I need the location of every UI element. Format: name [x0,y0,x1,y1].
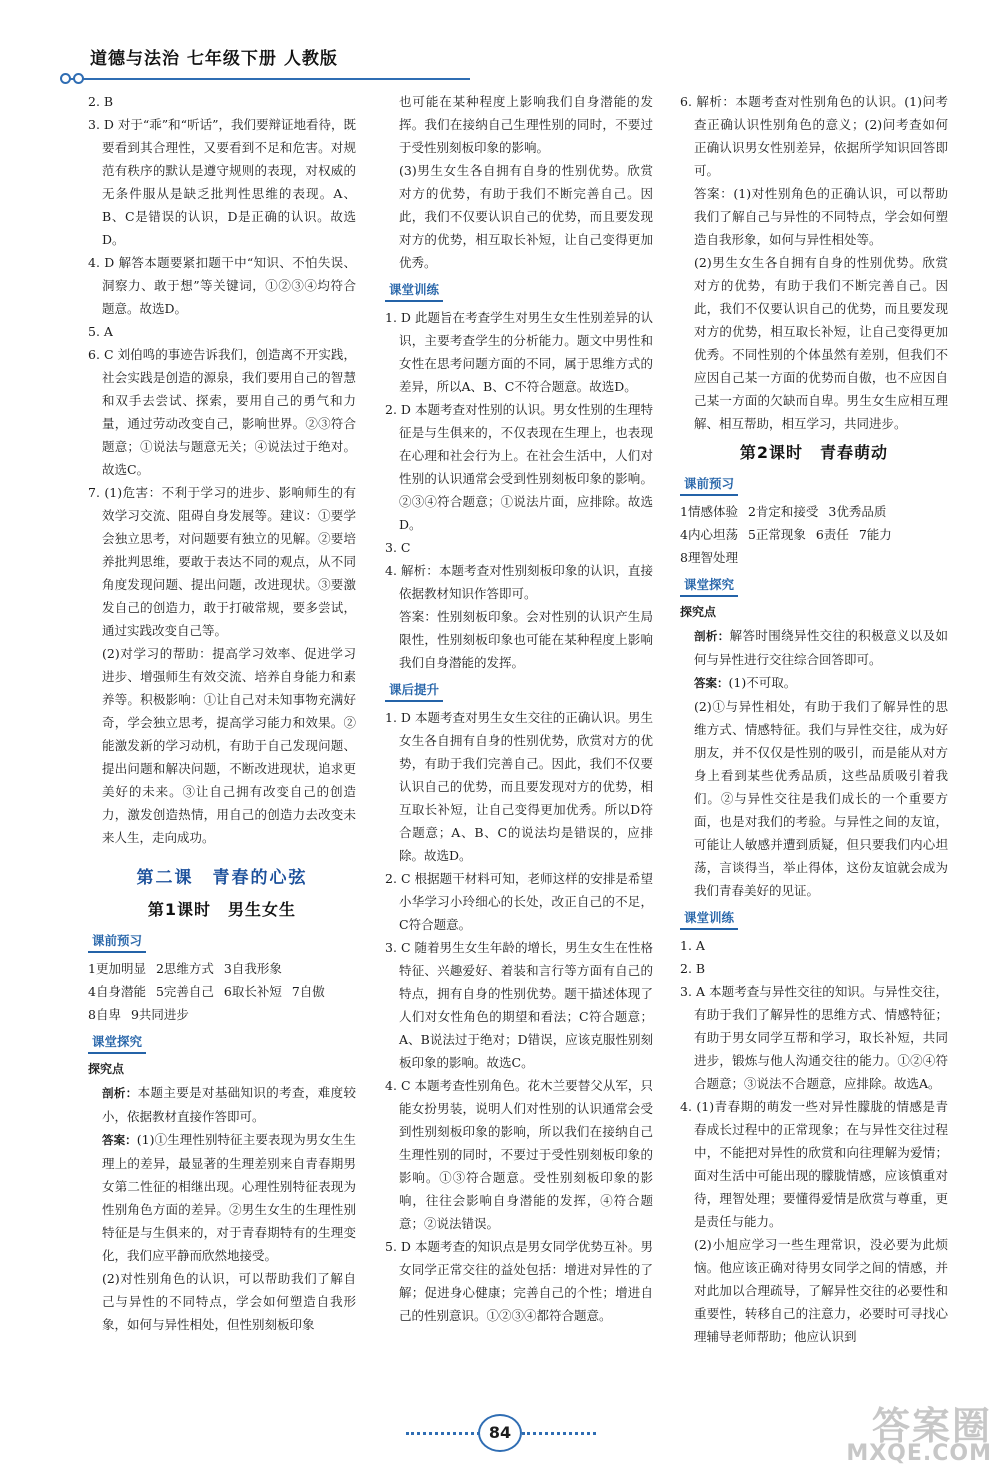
preview-item: 3优秀品质 [828,504,887,519]
answer-item: 4. D 解答本题要紧扣题干中“知识、不怕失误、洞察力、敢于想”等关键词，①②③④均符合题意。故选D。 [88,255,356,316]
answer-paragraph: (2)①与异性相处，有助于我们了解异性的思维方式、情感特征。我们与异性交往，成为好朋友，并不仅仅是性别的吸引，而是能从对方身上看到某些优秀品质，这些品质吸引着我们。②与异性交往是我们成长的一个重要方面，也是对我们的考验。与异性之间的友谊，可能让人敏感并遭到质疑，但只要我们内心坦荡，言谈得当，举止得体，这份友谊就会成为我们青春美好的见证。 [694,699,948,898]
answer-item: 2. B [88,94,114,109]
answer-paragraph: (2)对性别角色的认识，可以帮助我们了解自己与异性的不同特点，学会如何塑造自我形象，如何与异性相处，但性别刻板印象 [102,1271,356,1332]
analysis-paragraph: 剖析：本题主要是对基础知识的考查，难度较小，依据教材直接作答即可。 [102,1085,356,1124]
preview-item: 2肯定和接受 [747,504,819,519]
preview-item: 6责任 [815,527,849,542]
preview-item: 7能力 [858,527,892,542]
preview-item: 8理智处理 [680,550,738,565]
section-label: 课前预习 [88,931,146,953]
preview-item: 7自傲 [291,984,325,999]
section-label: 课堂训练 [680,908,738,930]
answer-item: (2)男生女生各自拥有自身的性别优势。欣赏对方的优势，有助于我们不断完善自己。因此，我们不仅要认识自己的优势，而且要发现对方的优势，相互取长补短，让自己变得更加优秀。不同性别的个体虽然有差别，但我们不应因自己某一方面的优势而自傲，也不应因自己某一方面的欠缺而自卑。男生女生应相互理解、相互帮助，相互学习，共同进步。 [694,255,948,431]
answer-item: 2. C 根据题干材料可知，老师这样的安排是希望小华学习小玲细心的长处，改正自己的不足，C符合题意。 [385,871,653,932]
header-dot-icon [60,73,71,84]
column-middle [385,90,653,1327]
answer-item: 3. C [385,540,411,555]
answer-item: 3. A 本题考查与异性交往的知识。与异性交往，有助于我们了解异性的思维方式、情感特征；有助于男女同学互帮和学习，取长补短，共同进步，锻炼与他人沟通交往的能力。①②④符合题意；③说法不合题意，应排除。故选A。 [680,984,948,1091]
lesson-title: 第2课时 青春萌动 [739,443,889,462]
answer-item: 4. C 本题考查性别角色。花木兰要替父从军，只能女扮男装，说明人们对性别的认识通常会受到性别刻板印象的影响，所以我们在接纳自己生理性别的同时，不要过于受性别刻板印象的影响。①③符合题意。受性别刻板印象的影响，往往会影响自身潜能的发挥，④符合题意；②说法错误。 [385,1078,653,1231]
answer-item: 2. B [680,961,706,976]
answer-item: 7. (1)危害：不利于学习的进步、影响师生的有效学习交流、阻碍自身发展等。建议：①要学会独立思考，对问题要有独立的见解。②要培养批判思维，要敢于表达不同的观点，从不同角度发现问题、提出问题，改进现状。③要激发自己的创造力，敢于打破常规，要多尝试，通过实践改变自己等。 [88,485,356,638]
answer-item: 3. D 对于“乖”和“听话”，我们要辩证地看待，既要看到其合理性，又要看到不足和危害。对规范有秩序的默认是遵守规则的表现，对权威的无条件服从是缺乏批判性思维的表现。A、B、C是错误的认识，D是正确的认识。故选D。 [88,117,356,247]
analysis-paragraph: 剖析：解答时围绕异性交往的积极意义以及如何与异性进行交往综合回答即可。 [694,628,948,667]
page-number: 84 [478,1414,522,1452]
answer-item: 5. A [88,324,113,339]
preview-item: 2思维方式 [155,961,214,976]
header-rule [70,78,470,80]
answer-item: 2. D 本题考查对性别的认识。男女性别的生理特征是与生俱来的，不仅表现在生理上，也表现在心理和社会行为上。在社会生活中，人们对性别的认识通常会受到性别刻板印象的影响。②③④符合题意；①说法片面，应排除。故选D。 [385,402,653,532]
section-label: 课后提升 [385,680,443,702]
column-left [88,90,356,1336]
page-number-badge [406,1414,596,1454]
preview-item: 5正常现象 [747,527,806,542]
answer-item: 4. 解析：本题考查对性别刻板印象的认识，直接依据教材知识作答即可。 [385,563,653,601]
section-label: 课前预习 [680,474,738,496]
preview-item: 9共同进步 [130,1007,189,1022]
answer-item: 3. C 随着男生女生年龄的增长，男生女生在性格特征、兴趣爱好、着装和言行等方面有自己的特点，拥有自身的性别优势。题干描述体现了人们对女性角色的期望和看法；C符合题意；A、B说法过于绝对；D错误，应该克服性别刻板印象的影响。故选C。 [385,940,653,1070]
answer-paragraph: 答案：(1)①生理性别特征主要表现为男女生生理上的差异，最显著的生理差别来自青春期男女第二性征的相继出现。心理性别特征表现为性别角色方面的差异。②男生女生的生理性别特征是与生俱来的，对于青春期特有的生理变化，我们应平静而欣然地接受。 [102,1132,356,1263]
answer-item: 答案：(1)对性别角色的正确认识，可以帮助我们了解自己与异性的不同特点，学会如何塑造自我形象，如何与异性相处等。 [694,186,948,247]
paragraph: (3)男生女生各自拥有自身的性别优势。欣赏对方的优势，有助于我们不断完善自己。因此，我们不仅要认识自己的优势，而且要发现对方的优势，相互取长补短，让自己变得更加优秀。 [399,163,653,270]
lesson-title: 第1课时 男生女生 [147,900,297,919]
answer-item: 1. D 本题考查对男生女生交往的正确认识。男生女生各自拥有自身的性别优势，欣赏对方的优势，有助于我们完善自己。因此，我们不仅要认识自己的优势，而且要发现对方的优势，相互取长补短，让自己变得更加优秀。所以D符合题意；A、B、C的说法均是错误的，应排除。故选D。 [385,710,653,863]
preview-list [88,957,356,1026]
section-label: 课堂探究 [88,1032,146,1054]
preview-item: 8自卑 [88,1007,121,1022]
answer-item: (2)小旭应学习一些生理常识，没必要为此烦恼。他应该正确对待男女同学之间的情感，并对此加以合理疏导，了解异性交往的必要性和重要性，转移自己的注意力，必要时可寻找心理辅导老师帮助；他应认识到 [694,1237,948,1344]
preview-item: 4自身潜能 [88,984,146,999]
preview-item: 4内心坦荡 [680,527,738,542]
preview-item: 5完善自己 [155,984,214,999]
column-right [680,90,948,1348]
answer-item: 6. 解析：本题考查对性别角色的认识。(1)问考查正确认识性别角色的意义；(2)问考查如何正确认识男女性别差异，依据所学知识回答即可。 [680,94,948,178]
book-title: 道德与法治 七年级下册 人教版 [90,49,338,69]
section-label: 课堂探究 [680,575,738,597]
explore-point: 探究点 [88,1062,125,1076]
answer-item: 答案：性别刻板印象。会对性别的认识产生局限性，性别刻板印象也可能在某种程度上影响我们自身潜能的发挥。 [399,609,653,670]
answer-item: 5. D 本题考查的知识点是男女同学优势互补。男女同学正常交往的益处包括：增进对异性的了解；促进身心健康；完善自己的个性；增进自己的性别意识。①②③④都符合题意。 [385,1239,653,1323]
preview-item: 3自我形象 [223,961,282,976]
preview-item: 1更加明显 [88,961,146,976]
explore-point: 探究点 [680,605,717,619]
page-number-rule [522,1432,596,1435]
chapter-title: 第二课 青春的心弦 [136,868,308,888]
page-header [60,44,480,84]
watermark-logo [846,1404,992,1468]
answer-paragraph: 答案：(1)不可取。 [694,675,797,690]
header-dot-icon [73,73,84,84]
answer-item: 6. C 刘伯鸣的事迹告诉我们，创造离不开实践，社会实践是创造的源泉，我们要用自己的智慧和双手去尝试、探索，要用自己的勇气和力量，通过劳动改变自己，影响世界。②③符合题意；①说法与题意无关；④说法过于绝对。故选C。 [88,347,356,477]
answer-item: 1. D 此题旨在考查学生对男生女生性别差异的认识，主要考查学生的分析能力。题文中男性和女性在思考问题方面的不同，属于思维方式的差异，所以A、B、C不符合题意。故选D。 [385,310,653,394]
paragraph: 也可能在某种程度上影响我们自身潜能的发挥。我们在接纳自己生理性别的同时，不要过于受性别刻板印象的影响。 [399,94,653,155]
answer-item: 4. (1)青春期的萌发一些对异性朦胧的情感是青春成长过程中的正常现象；在与异性交往过程中，不能把对异性的欣赏和向往理解为爱情；面对生活中可能出现的朦胧情感，应该慎重对待，理智处理；要懂得爱情是欣赏与尊重，更是责任与能力。 [680,1099,948,1229]
page-number-rule [406,1432,480,1435]
preview-list [680,500,948,569]
preview-item: 6取长补短 [223,984,282,999]
watermark-text: 答案圈 [871,1404,992,1448]
preview-item: 1情感体验 [680,504,738,519]
answer-item: 1. A [680,938,705,953]
answer-item: (2)对学习的帮助：提高学习效率、促进学习进步、增强师生有效交流、培养自身能力和素养等。积极影响：①让自己对未知事物充满好奇，学会独立思考，提高学习能力和效果。②能激发新的学习动机，有助于自己发现问题、提出问题和解决问题，不断改进现状，追求更美好的未来。③让自己拥有改变自己的创造力，激发创造热情，用自己的创造力去改变未来人生，走向成功。 [102,646,356,845]
watermark-url: MXQE.COM [846,1441,992,1466]
section-label: 课堂训练 [385,280,443,302]
